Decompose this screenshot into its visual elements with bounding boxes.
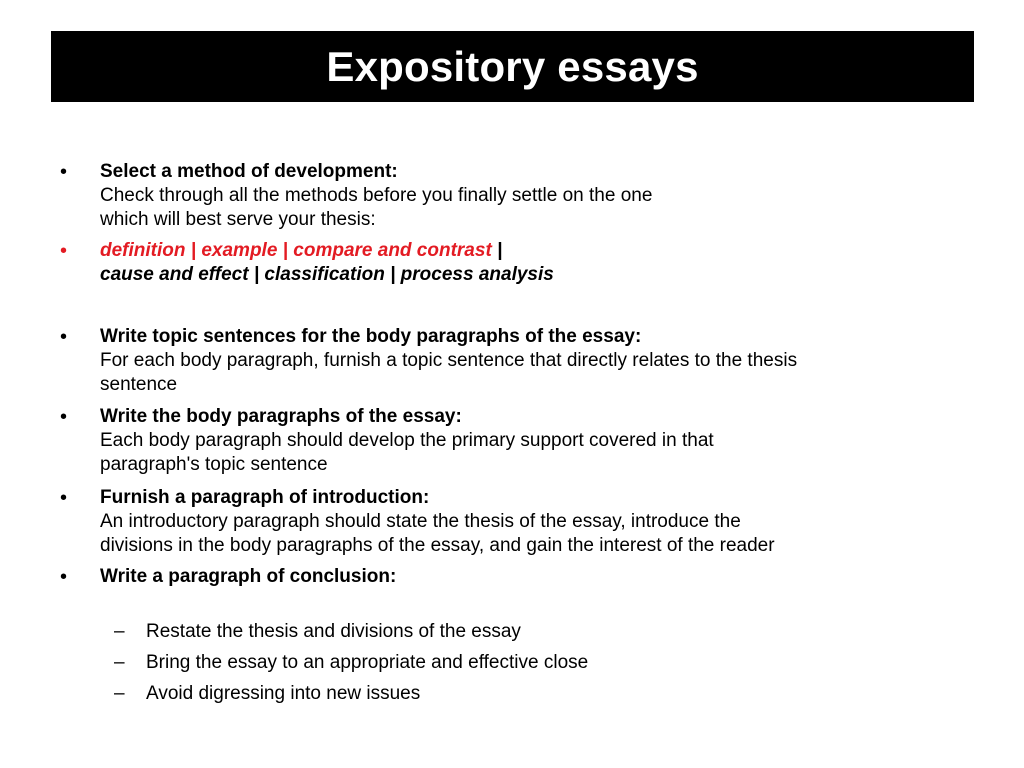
bullet-heading: Furnish a paragraph of introduction: [100,487,430,508]
methods-red-text: definition | example | compare and contrast [100,240,492,261]
bullet-heading: Write topic sentences for the body paragraphs of the essay: [100,326,642,347]
bullet-description-line: paragraph's topic sentence [100,454,328,475]
bullet-description-line: which will best serve your thesis: [100,209,376,230]
bullet-description-line: divisions in the body paragraphs of the essay, and gain the interest of the reader [100,535,775,556]
bullet-body [100,565,980,589]
dash-icon: – [114,652,125,673]
bullet-body [100,405,980,477]
dash-icon: – [114,621,125,642]
bullet-description-line: Check through all the methods before you finally settle on the one [100,185,653,206]
bullet-heading: Select a method of development: [100,161,398,182]
bullet-dot-icon: • [60,161,68,183]
bullet-dot-icon: • [60,487,68,509]
bullet-description-line: An introductory paragraph should state the thesis of the essay, introduce the [100,511,741,532]
bullet-description-line: For each body paragraph, furnish a topic sentence that directly relates to the thesis [100,350,798,371]
methods-line-2: cause and effect | classification | process analysis [100,264,554,285]
methods-line-1 [100,239,980,263]
bullet-description-line: sentence [100,374,178,395]
bullet-body [100,160,980,232]
bullet-heading: Write the body paragraphs of the essay: [100,406,462,427]
bullet-heading: Write a paragraph of conclusion: [100,566,397,587]
bullet-dot-icon: • [60,406,68,428]
bullet-dot-icon: • [60,326,68,348]
bullet-dot-icon: • [60,240,68,262]
slide-title: Expository essays [326,42,699,90]
sub-item-text: Avoid digressing into new issues [146,683,421,704]
bullet-dot-icon: • [60,566,68,588]
dash-icon: – [114,683,125,704]
bullet-body [100,486,980,558]
methods-separator: | [491,240,503,261]
bullet-body [100,325,980,397]
sub-item-text: Restate the thesis and divisions of the essay [146,621,521,642]
bullet-description-line: Each body paragraph should develop the primary support covered in that [100,430,714,451]
sub-item-text: Bring the essay to an appropriate and effective close [146,652,589,673]
bullet-body [100,239,980,287]
